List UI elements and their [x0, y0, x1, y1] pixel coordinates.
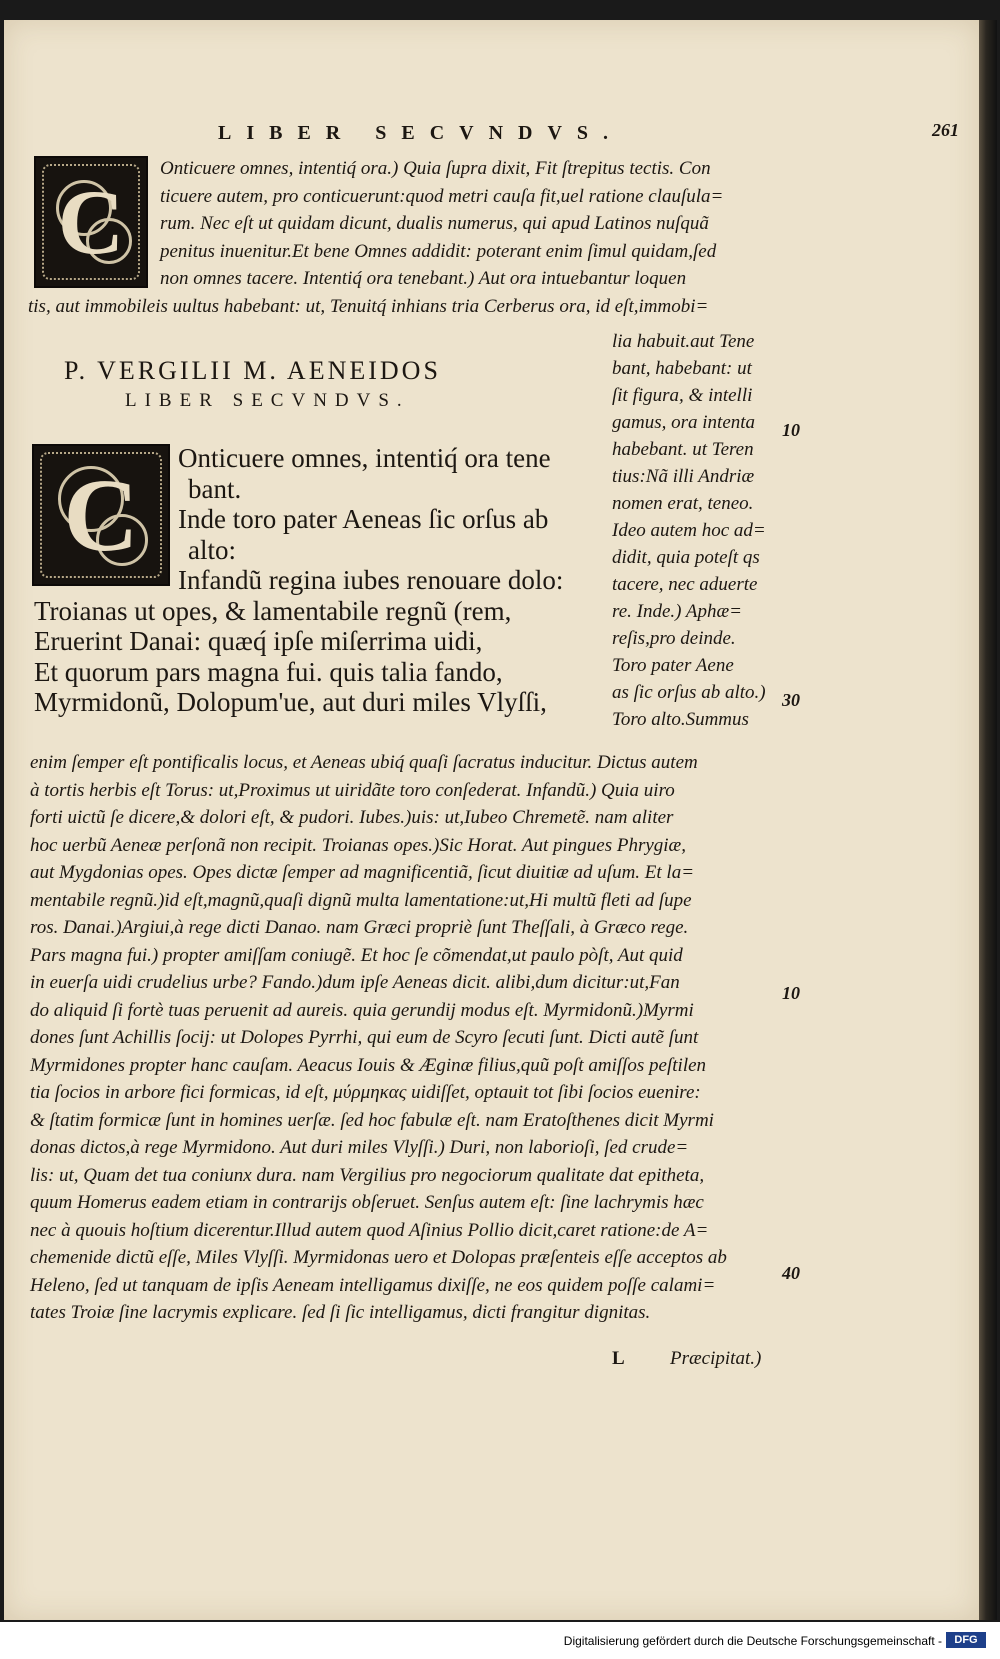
side-note-line: bant, habebant: ut: [612, 358, 752, 379]
page-edge: [979, 20, 997, 1620]
verse-line: Et quorum pars magna fui. quis talia fando,: [34, 656, 503, 687]
side-note-line: didit, quia poteſt qs: [612, 547, 760, 568]
initial-letter: C: [57, 171, 125, 273]
running-title: LIBER SECVNDVS.: [218, 122, 624, 144]
side-note-line: Ideo autem hoc ad=: [612, 520, 766, 541]
commentary-line: Onticuere omnes, intentiq́ ora.) Quia ſupra dixit, Fit ſtrepitus tectis. Con: [160, 158, 711, 179]
verse-line: Infandũ regina iubes renouare dolo:: [178, 565, 564, 595]
commentary-line: tis, aut immobileis uultus habebant: ut, Tenuitq́ inhians tria Cerberus ora, id eſt,immobi=: [28, 295, 709, 317]
commentary-line: do aliquid ſi fortè tuas peruenit ad aureis. quia gerundij modus eſt. Myrmidonũ.)Myrmi: [30, 999, 694, 1021]
signature-mark: L: [612, 1348, 625, 1369]
side-note-line: habebant. ut Teren: [612, 439, 754, 460]
commentary-line: ros. Danai.)Argiui,à rege dicti Danao. nam Græci propriè ſunt Theſſali, à Græco rege.: [30, 917, 689, 938]
verse-line: Myrmidonũ, Dolopum'ue, aut duri miles Vlyſſi,: [34, 687, 547, 717]
commentary-line: Pars magna fui.) propter amiſſam coniugẽ. Et hoc ſe cõmendat,ut paulo pòſt, Aut quid: [30, 944, 683, 966]
catchword: Præcipitat.): [670, 1348, 762, 1369]
commentary-line: lis: ut, Quam det tua coniunx dura. nam Vergilius pro negociorum qualitate dat epitheta,: [30, 1164, 705, 1186]
commentary-line: tates Troiæ ſine lacrymis explicare. ſed ſi ſic intelligamus, dicti frangitur dignitas.: [30, 1302, 651, 1323]
footer-bar: [0, 1622, 1000, 1659]
commentary-line: chemenide dictũ eſſe, Miles Vlyſſi. Myrmidonas uero et Dolopas præſenteis eſſe acceptos ab: [30, 1247, 727, 1268]
book-title: P. VERGILII M. AENEIDOS: [64, 356, 441, 385]
commentary-line: penitus inuenitur.Et bene Omnes addidit: poterant enim ſimul quidam,ſed: [160, 240, 717, 262]
side-note-line: ſit figura, & intelli: [612, 385, 753, 406]
footer-credit: Digitalisierung gefördert durch die Deutsche Forschungsgemeinschaft -: [563, 1634, 942, 1648]
side-note-line: tius:Nã illi Andriæ: [612, 466, 755, 487]
side-note-line: Toro pater Aene: [612, 655, 734, 676]
verse-line: Eruerint Danai: quæq́ ipſe miſerrima uidi,: [34, 626, 483, 656]
margin-line-number: 10: [782, 983, 800, 1003]
side-note-line: lia habuit.aut Tene: [612, 331, 755, 352]
verse-line: Troianas ut opes, & lamentabile regnũ (rem,: [34, 595, 512, 626]
commentary-line: & ſtatim formicæ ſunt in homines uerſæ. ſed hoc fabulæ eſt. nam Eratoſthenes dicit Myrmi: [30, 1109, 714, 1131]
verse-line: bant.: [188, 473, 242, 504]
side-note-line: tacere, nec aduerte: [612, 574, 758, 595]
margin-line-number: 30: [782, 690, 800, 710]
side-note-line: re. Inde.) Aphæ=: [612, 601, 742, 622]
side-note-line: gamus, ora intenta: [612, 412, 756, 433]
commentary-line: enim ſemper eſt pontificalis locus, et Aeneas ubiq́ quaſi ſacratus inducitur. Dictus autem: [30, 752, 698, 773]
commentary-line: dones ſunt Achillis ſocij: ut Dolopes Pyrrhi, qui eum de Scyro ſecuti ſunt. Dicti autẽ ſunt: [30, 1027, 699, 1048]
side-note-line: nomen erat, teneo.: [612, 493, 754, 514]
dfg-logo: DFG: [946, 1632, 986, 1648]
decorated-initial-verse: [32, 444, 170, 586]
commentary-line: Myrmidones propter hanc cauſam. Aeacus Iouis & Æginæ filius,quũ poſt amiſſos peſtilen: [30, 1054, 707, 1076]
verse-line: alto:: [188, 534, 236, 565]
book-subtitle: LIBER SECVNDVS.: [125, 390, 410, 411]
initial-letter: C: [63, 457, 139, 573]
decorated-initial-top: [34, 156, 148, 288]
commentary-line: in euerſa uidi crudelius urbe? Fando.)dum ipſe Aeneas dicit. alibi,dum dicitur:ut,Fan: [30, 972, 680, 993]
commentary-line: tia ſocios in arbore fici formicas, id eſt, μύρμηκας uidiſſet, optauit tot ſibi ſocios euenire:: [30, 1082, 701, 1103]
verse-line: Onticuere omnes, intentiq́ ora tene: [178, 443, 551, 473]
verse-line: Inde toro pater Aeneas ſic orſus ab: [178, 504, 549, 534]
commentary-line: hoc uerbũ Aeneæ perſonã non recipit. Troianas opes.)Sic Horat. Aut pingues Phrygiæ,: [30, 834, 686, 856]
side-note-line: as ſic orſus ab alto.): [612, 682, 766, 703]
commentary-line: aut Mygdonias opes. Opes dictæ ſemper ad magnificentiã, ſicut diuitiæ ad uſum. Et la=: [30, 862, 695, 883]
commentary-line: mentabile regnũ.)id eſt,magnũ,quaſi dignũ multa lamentatione:ut,Hi multũ fleti ad ſupe: [30, 889, 692, 911]
commentary-line: nec à quouis hoſtium dicerentur.Illud autem quod Aſinius Pollio dicit,caret ratione:de A=: [30, 1219, 709, 1241]
folio-number: 261: [932, 120, 959, 140]
margin-line-number: 40: [782, 1263, 800, 1283]
commentary-line: Heleno, ſed ut tanquam de ipſis Aeneam intelligamus dixiſſe, ne eos quidem poſſe calami=: [30, 1274, 716, 1296]
commentary-line: quum Homerus eadem etiam in contrarijs obſeruet. Senſus autem eſt: ſine lachrymis hæc: [30, 1192, 704, 1213]
commentary-line: forti uictũ ſe dicere,& dolori eſt, & pudori. Iubes.)uis: ut,Iubeo Chremetẽ. nam aliter: [30, 807, 674, 828]
commentary-line: rum. Nec eſt ut quidam dicunt, dualis numerus, qui apud Latinos nuſquã: [160, 213, 709, 234]
margin-line-number: 10: [782, 420, 800, 440]
commentary-line: non omnes tacere. Intentiq́ ora tenebant.) Aut ora intuebantur loquen: [160, 268, 687, 289]
side-note-line: reſis,pro deinde.: [612, 628, 736, 649]
side-note-line: Toro alto.Summus: [612, 709, 749, 730]
commentary-line: ticuere autem, pro conticuerunt:quod metri cauſa fit,uel ratione clauſula=: [160, 185, 724, 207]
commentary-line: à tortis herbis eſt Torus: ut,Proximus ut uiridãte toro conſederat. Infandũ.) Quia uiro: [30, 779, 675, 801]
commentary-line: donas dictos,à rege Myrmidono. Aut duri miles Vlyſſi.) Duri, non laborioſi, ſed crude=: [30, 1137, 689, 1158]
